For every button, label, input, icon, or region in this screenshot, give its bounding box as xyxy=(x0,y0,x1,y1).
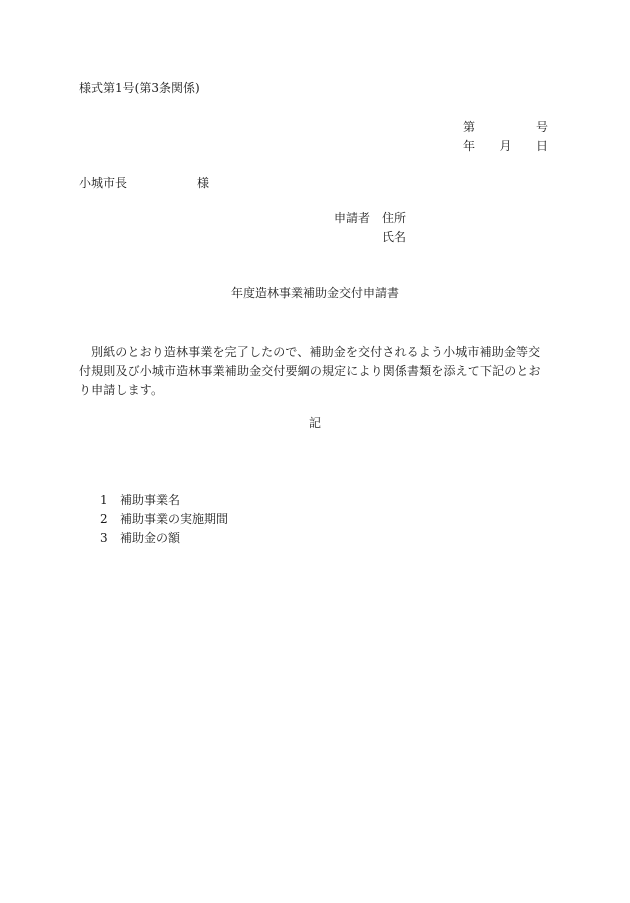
applicant-address-label: 住所 xyxy=(382,211,407,225)
body-paragraph: 別紙のとおり造林事業を完了したので、補助金を交付されるよう小城市補助金等交付規則及び小城市造林事業補助金交付要綱の規定により関係書類を添えて下記のとおり申請します。 xyxy=(79,345,541,397)
addressee-honorific: 様 xyxy=(197,176,210,190)
number-suffix: 号 xyxy=(535,120,548,134)
date-year: 年 xyxy=(463,139,476,153)
item-text: 補助事業の実施期間 xyxy=(120,512,229,526)
item-number: 1 xyxy=(100,493,108,507)
applicant-label: 申請者 xyxy=(334,211,371,225)
date-day: 日 xyxy=(535,139,548,153)
document-number-row xyxy=(463,121,548,133)
addressee-name: 小城市長 xyxy=(79,176,128,190)
document-title: 年度造林事業補助金交付申請書 xyxy=(230,286,399,300)
date-month: 月 xyxy=(499,139,512,153)
form-number-label: 様式第1号(第3条関係) xyxy=(79,81,200,95)
list-item xyxy=(100,529,228,548)
applicant-name-label: 氏名 xyxy=(382,230,407,244)
list-item xyxy=(100,510,228,529)
date-row xyxy=(463,140,548,152)
item-number: 2 xyxy=(100,512,108,526)
item-number: 3 xyxy=(100,531,108,545)
item-text: 補助事業名 xyxy=(120,493,181,507)
ki-heading: 記 xyxy=(308,416,321,430)
list-item xyxy=(100,491,228,510)
item-list xyxy=(100,491,228,548)
item-text: 補助金の額 xyxy=(120,531,181,545)
number-prefix: 第 xyxy=(463,120,476,134)
